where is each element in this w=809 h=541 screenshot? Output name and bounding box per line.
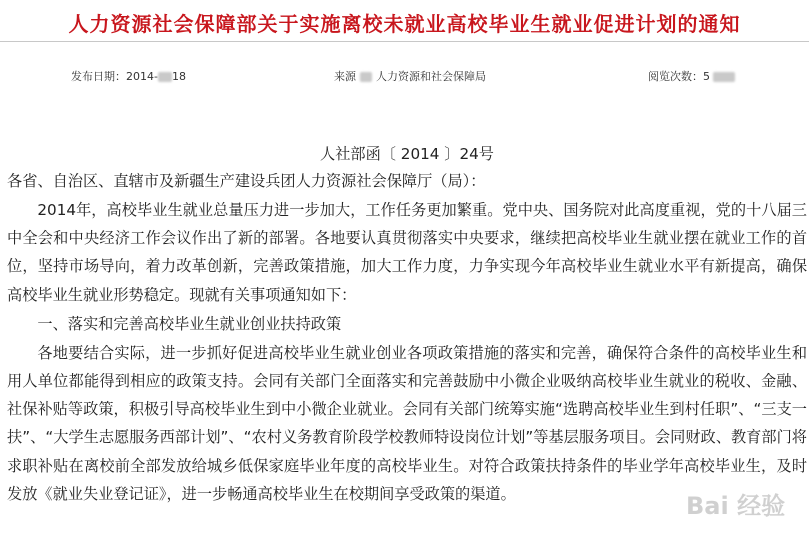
redacted-mark (158, 72, 172, 82)
notice-title: 人力资源社会保障部关于实施离校未就业高校毕业生就业促进计划的通知 (68, 12, 741, 36)
publish-date-label: 发布日期： (71, 70, 126, 83)
view-count (648, 68, 735, 84)
publish-date (71, 68, 186, 84)
redacted-mark (360, 72, 372, 82)
title-divider (0, 41, 809, 42)
source (334, 68, 486, 84)
section-heading-1: 一、落实和完善高校毕业生就业创业扶持政策 (37, 314, 342, 333)
source-label: 来源 (334, 70, 356, 83)
salutation: 各省、自治区、直辖市及新疆生产建设兵团人力资源社会保障厅（局）： (7, 172, 486, 190)
watermark-logo: Bai 经验 (686, 492, 786, 520)
document-number: 人社部函〔 2014 〕24号 (320, 145, 494, 163)
document-body (7, 142, 807, 508)
publish-date-value-end: 18 (171, 70, 186, 83)
redacted-mark (713, 72, 735, 82)
body-paragraph-intro: 2014年，高校毕业生就业总量压力进一步加大，工作任务更加繁重。党中央、国务院对此高度重视，党的十八届三中全会和中央经济工作会议作出了新的部署。各地要认真贯彻落实中央要求，继续把高校毕业生就业摆在就业工作的首位，坚持市场导向，着力改革创新，完善政策措施，加大工作力度，力争实现今年高校毕业生就业水平有新提高，确保高校毕业生就业形势稳定。现就有关事项通知如下： (7, 201, 807, 304)
view-count-value: 5 (703, 70, 710, 83)
source-value: 人力资源和社会保障局 (376, 70, 486, 83)
view-count-label: 阅览次数： (648, 70, 703, 83)
body-paragraph-section-1: 各地要结合实际，进一步抓好促进高校毕业生就业创业各项政策措施的落实和完善，确保符合条件的高校毕业生和用人单位都能得到相应的政策支持。会同有关部门全面落实和完善鼓励中小微企业吸纳高校毕业生就业的税收、金融、社保补贴等政策，积极引导高校毕业生到中小微企业就业。会同有关部门统筹实施“选聘高校毕业生到村任职”、“三支一扶”、“大学生志愿服务西部计划”、“农村义务教育阶段学校教师特设岗位计划”等基层服务项目。会同财政、教育部门将求职补贴在离校前全部发放给城乡低保家庭毕业年度的高校毕业生。对符合政策扶持条件的毕业学年高校毕业生，及时发放《就业失业登记证》，进一步畅通高校毕业生在校期间享受政策的渠道。 (7, 343, 807, 503)
publish-date-value-start: 2014- (126, 70, 158, 83)
